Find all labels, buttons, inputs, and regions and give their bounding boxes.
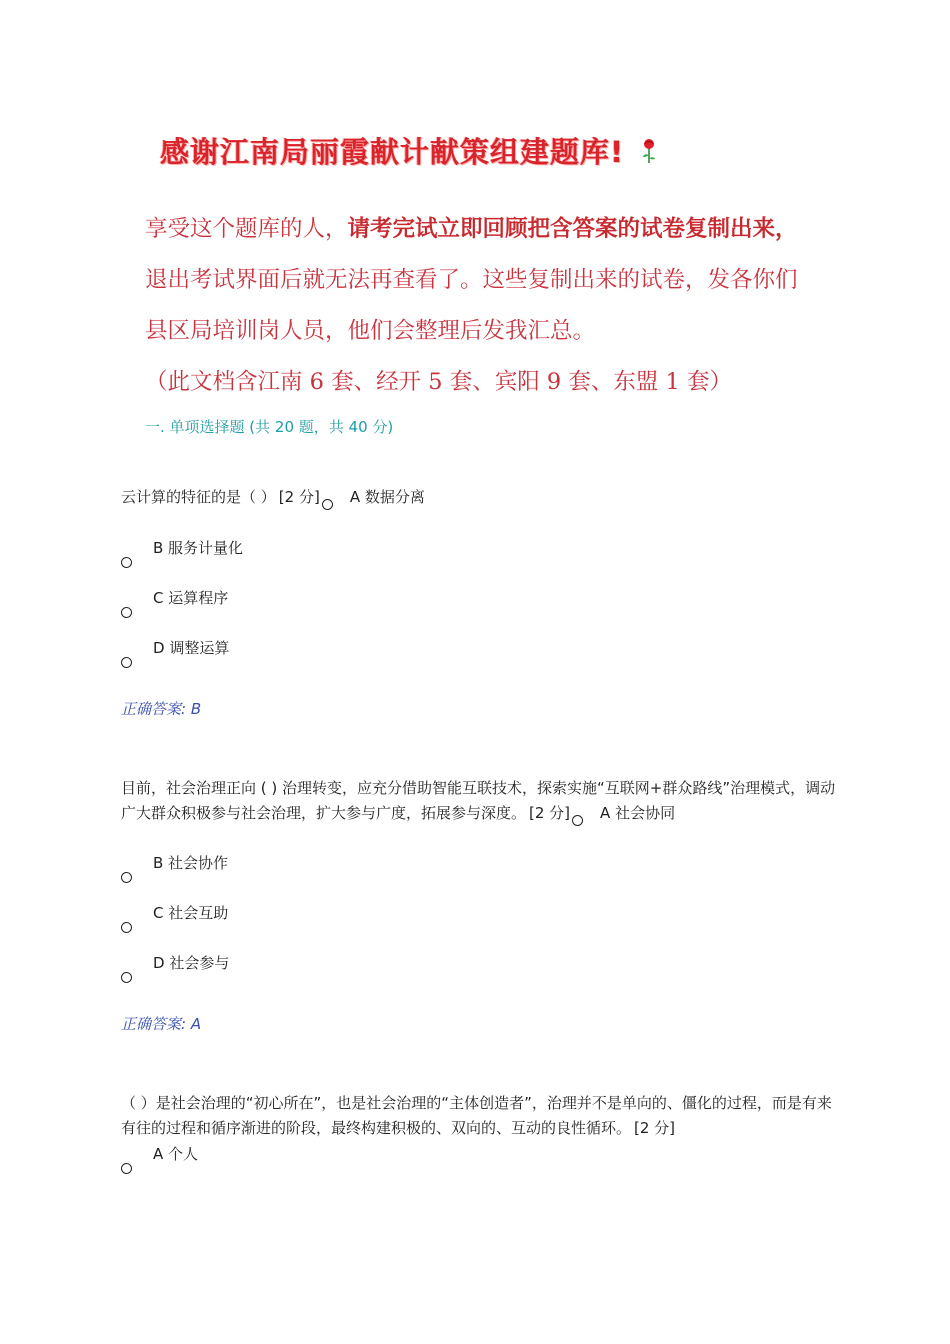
option-a[interactable] bbox=[350, 485, 425, 510]
option-label: D 调整运算 bbox=[153, 639, 230, 657]
option-label: C 社会互助 bbox=[153, 904, 229, 922]
radio-button[interactable] bbox=[121, 1163, 132, 1174]
option-label: D 社会参与 bbox=[153, 954, 230, 972]
radio-button[interactable] bbox=[121, 922, 132, 933]
question-stem: （ ）是社会治理的“初心所在”，也是社会治理的“主体创造者”，治理并不是单向的、僵化的过程，而是有来有往的过程和循序渐进的阶段，最终构建积极的、双向的、互动的良性循环。 bbox=[121, 1094, 832, 1137]
radio-button[interactable] bbox=[121, 607, 132, 618]
option-label: A 数据分离 bbox=[349, 488, 425, 506]
radio-button[interactable] bbox=[121, 972, 132, 983]
option-label: A 社会协同 bbox=[600, 803, 676, 822]
question-points: [2 分] bbox=[278, 488, 320, 506]
question-stem: 云计算的特征的是（ ） bbox=[121, 488, 276, 506]
question-3 bbox=[121, 1091, 836, 1140]
radio-button[interactable] bbox=[121, 872, 132, 883]
title-text: 感谢江南局丽霞献计献策组建题库! bbox=[160, 135, 625, 169]
question-2 bbox=[121, 776, 836, 825]
option-label: A 个人 bbox=[153, 1145, 199, 1163]
question-points: [2 分] bbox=[529, 803, 571, 822]
question-1 bbox=[121, 485, 836, 510]
notice-body: 退出考试界面后就无法再查看了。这些复制出来的试卷，发各你们县区局培训岗人员，他们会整理后发我汇总。 bbox=[145, 267, 798, 344]
question-stem: 目前，社会治理正向 ( ) 治理转变，应充分借助智能互联技术，探索实施“互联网+群众路线”治理模式，调动广大群众积极参与社会治理，扩大参与广度，拓展参与深度。 bbox=[121, 779, 836, 822]
notice-paragraph bbox=[145, 204, 815, 408]
option-a[interactable] bbox=[600, 801, 675, 826]
notice-emphasis: 请考完试立即回顾把含答案的试卷复制出来， bbox=[347, 216, 798, 242]
option-label: C 运算程序 bbox=[153, 589, 229, 607]
notice-intro: 享受这个题库的人， bbox=[145, 216, 348, 242]
radio-button[interactable] bbox=[121, 557, 132, 568]
radio-button[interactable] bbox=[322, 499, 333, 510]
option-label: B 服务计量化 bbox=[153, 539, 244, 557]
correct-answer: 正确答案: A bbox=[121, 1015, 202, 1033]
radio-button[interactable] bbox=[121, 657, 132, 668]
question-points: [2 分] bbox=[634, 1118, 676, 1137]
radio-button[interactable] bbox=[572, 815, 583, 826]
option-label: B 社会协作 bbox=[153, 854, 229, 872]
page-title bbox=[160, 130, 800, 171]
correct-answer: 正确答案: B bbox=[121, 700, 202, 718]
notice-contents: （此文档含江南 6 套、经开 5 套、宾阳 9 套、东盟 1 套） bbox=[145, 369, 732, 395]
rose-icon bbox=[639, 137, 659, 171]
section-heading: 一. 单项选择题 (共 20 题，共 40 分) bbox=[145, 418, 394, 436]
